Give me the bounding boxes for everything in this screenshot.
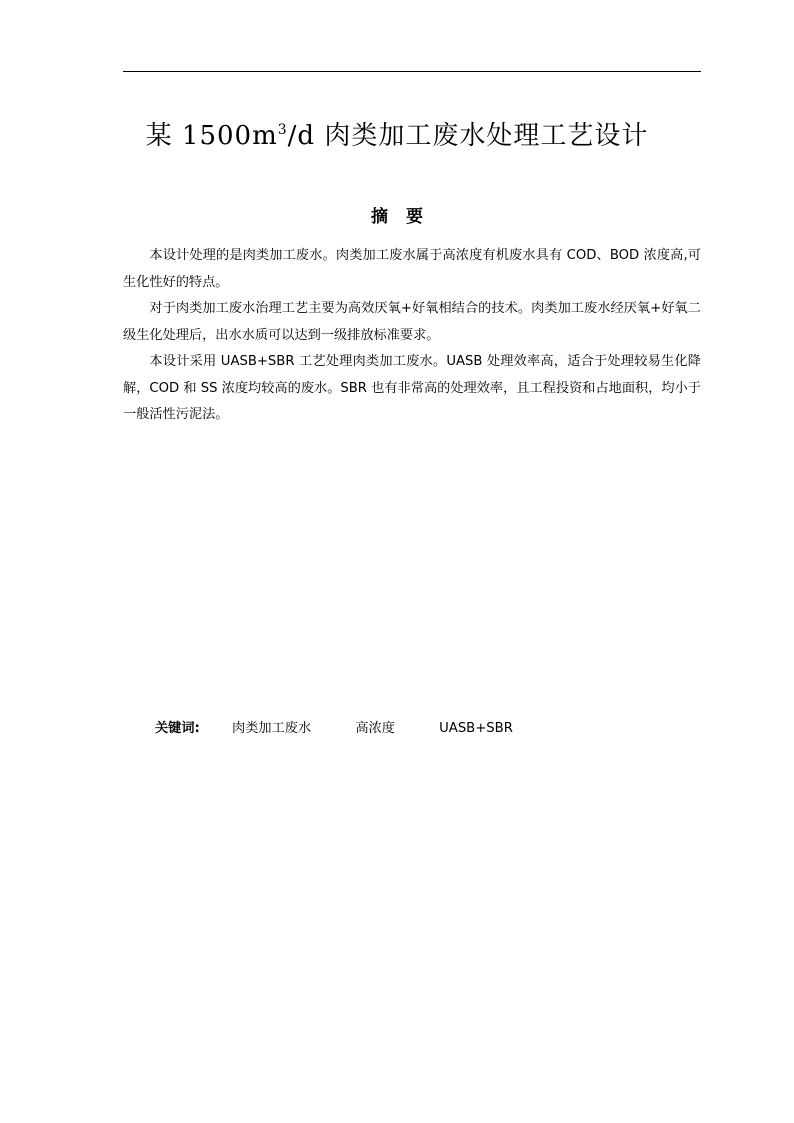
title-prefix: 某 1500m xyxy=(145,121,278,151)
abstract-heading: 摘要 xyxy=(371,207,441,227)
header-rule xyxy=(123,71,701,72)
title-suffix: /d 肉类加工废水处理工艺设计 xyxy=(287,121,649,151)
keyword-3: UASB+SBR xyxy=(439,721,513,736)
keyword-1: 肉类加工废水 xyxy=(232,721,312,736)
keywords-label: 关键词: xyxy=(155,721,200,736)
keywords-line xyxy=(155,718,553,740)
abstract-paragraph-1: 本设计处理的是肉类加工废水。肉类加工废水属于高浓度有机废水具有 COD、BOD 浓度高,可生化性好的特点。 xyxy=(123,248,701,290)
abstract-paragraph-3: 本设计采用 UASB+SBR 工艺处理肉类加工废水。UASB 处理效率高，适合于处理较易生化降解，COD 和 SS 浓度均较高的废水。SBR 也有非常高的处理效率，且工程投资和占地面积，均小于一般活性污泥法。 xyxy=(123,354,701,422)
abstract-paragraph-2: 对于肉类加工废水治理工艺主要为高效厌氧+好氧相结合的技术。肉类加工废水经厌氧+好氧二级生化处理后，出水水质可以达到一级排放标准要求。 xyxy=(123,301,701,343)
document-title xyxy=(0,116,794,156)
title-superscript: 3 xyxy=(277,122,288,138)
keyword-2: 高浓度 xyxy=(355,721,395,736)
abstract-body xyxy=(123,243,701,429)
